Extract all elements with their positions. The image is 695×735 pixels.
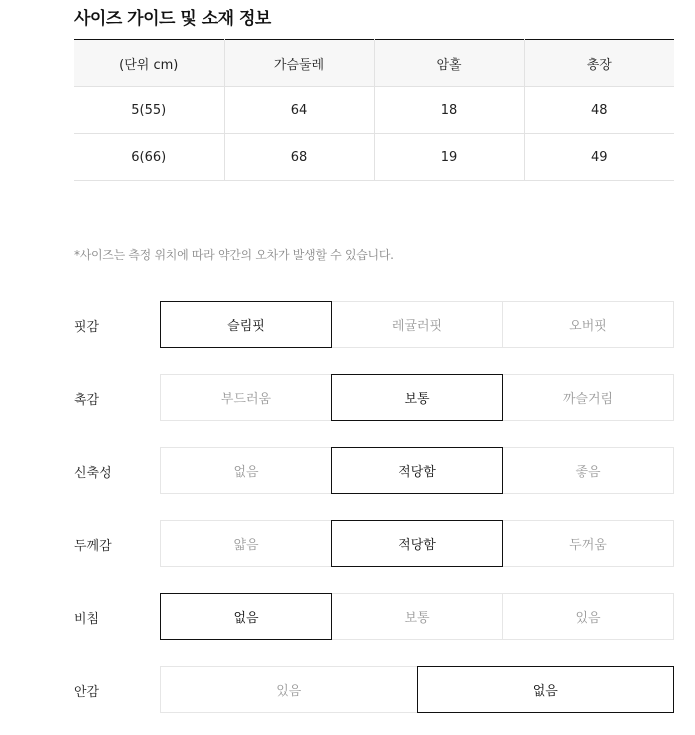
- attr-options-touch: [160, 374, 674, 421]
- option-lining-no: 없음: [417, 666, 675, 713]
- table-row: [74, 134, 674, 181]
- attr-label-thickness: 두께감: [74, 539, 112, 554]
- option-touch-soft: 부드러움: [160, 374, 332, 421]
- attr-label-stretch: 신축성: [74, 466, 112, 481]
- armhole-cell: 18: [374, 87, 524, 134]
- size-cell: 5(55): [74, 87, 224, 134]
- attr-options-lining: [160, 666, 674, 713]
- option-touch-rough: 까슬거림: [502, 374, 674, 421]
- length-cell: 48: [524, 87, 674, 134]
- length-cell: 49: [524, 134, 674, 181]
- attr-options-thickness: [160, 520, 674, 567]
- attr-label-touch: 촉감: [74, 393, 100, 408]
- option-lining-yes: 있음: [160, 666, 418, 713]
- header-armhole: 암홀: [374, 40, 524, 87]
- option-stretch-moderate: 적당함: [331, 447, 503, 494]
- table-row: [74, 87, 674, 134]
- attr-options-sheer: [160, 593, 674, 640]
- chest-cell: 64: [224, 87, 374, 134]
- attr-options-stretch: [160, 447, 674, 494]
- option-stretch-good: 좋음: [502, 447, 674, 494]
- size-table-header-row: [74, 40, 674, 87]
- chest-cell: 68: [224, 134, 374, 181]
- size-note: *사이즈는 측정 위치에 따라 약간의 오차가 발생할 수 있습니다.: [74, 248, 394, 262]
- option-thickness-thin: 얇음: [160, 520, 332, 567]
- option-sheer-yes: 있음: [502, 593, 674, 640]
- option-sheer-none: 없음: [160, 593, 332, 640]
- attr-label-sheer: 비침: [74, 612, 100, 627]
- option-fit-regular: 레귤러핏: [331, 301, 503, 348]
- header-length: 총장: [524, 40, 674, 87]
- attr-label-fit: 핏감: [74, 320, 100, 335]
- header-chest: 가슴둘레: [224, 40, 374, 87]
- option-fit-over: 오버핏: [502, 301, 674, 348]
- attr-options-fit: [160, 301, 674, 348]
- option-thickness-moderate: 적당함: [331, 520, 503, 567]
- header-unit: (단위 cm): [74, 40, 224, 87]
- option-fit-slim: 슬림핏: [160, 301, 332, 348]
- option-touch-normal: 보통: [331, 374, 503, 421]
- size-table: [74, 39, 674, 181]
- armhole-cell: 19: [374, 134, 524, 181]
- option-sheer-normal: 보통: [331, 593, 503, 640]
- attr-label-lining: 안감: [74, 685, 100, 700]
- option-stretch-none: 없음: [160, 447, 332, 494]
- page-title: 사이즈 가이드 및 소재 정보: [74, 9, 271, 29]
- size-cell: 6(66): [74, 134, 224, 181]
- option-thickness-thick: 두꺼움: [502, 520, 674, 567]
